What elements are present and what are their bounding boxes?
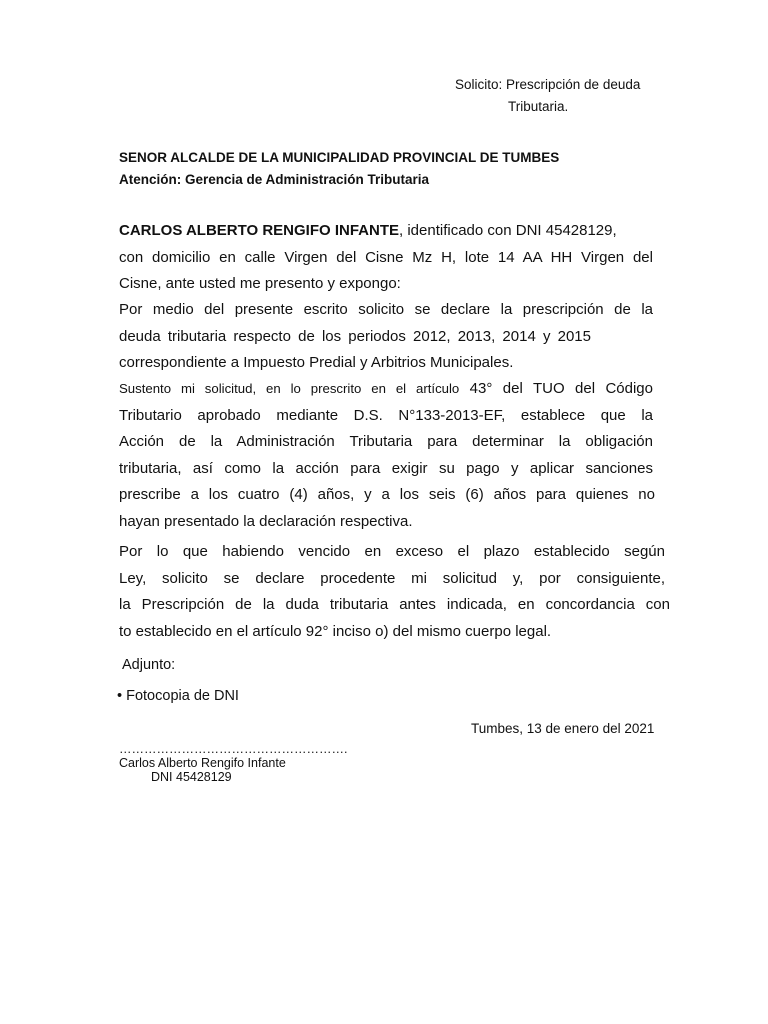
signature-line: ………………………………………………. bbox=[119, 742, 348, 756]
conclusion-line-3: la Prescripción de la duda tributaria antes indicada, en concordancia con bbox=[119, 596, 670, 613]
basis-line-1-start: Sustento mi solicitud, en lo prescrito en el artículo bbox=[119, 381, 460, 396]
addressee-title: SENOR ALCALDE DE LA MUNICIPALIDAD PROVINCIAL DE TUMBES bbox=[119, 150, 560, 165]
subject-block bbox=[455, 74, 640, 118]
attachment-item-label: Fotocopia de DNI bbox=[126, 688, 239, 704]
request-line-1: Por medio del presente escrito solicito se declare la prescripción de la bbox=[119, 301, 653, 318]
conclusion-line-2: Ley, solicito se declare procedente mi solicitud y, por consiguiente, bbox=[119, 569, 665, 587]
intro-paragraph bbox=[119, 218, 653, 298]
attachments-label: Adjunto: bbox=[122, 657, 176, 673]
basis-paragraph bbox=[119, 376, 655, 535]
conclusion-line-4: to establecido en el artículo 92° inciso o) del mismo cuerpo legal. bbox=[119, 622, 552, 640]
signer-dni: DNI 45428129 bbox=[151, 770, 232, 784]
bullet-icon: • bbox=[117, 688, 123, 704]
addressee-block bbox=[119, 147, 559, 191]
subject-line-2: Tributaria. bbox=[508, 99, 569, 114]
basis-line-4: tributaria, así como la acción para exigir su pago y aplicar sanciones bbox=[119, 459, 653, 477]
conclusion-paragraph bbox=[119, 539, 670, 645]
request-paragraph bbox=[119, 297, 653, 377]
basis-line-1-rest: 43° del TUO del Código bbox=[459, 380, 653, 397]
basis-line-3: Acción de la Administración Tributaria para determinar la obligación bbox=[119, 433, 653, 450]
basis-line-5: prescribe a los cuatro (4) años, y a los seis (6) años para quienes no bbox=[119, 486, 655, 503]
request-line-3: correspondiente a Impuesto Predial y Arbitrios Municipales. bbox=[119, 354, 514, 371]
signer-name: Carlos Alberto Rengifo Infante bbox=[119, 756, 286, 770]
intro-line-2: con domicilio en calle Virgen del Cisne Mz H, lote 14 AA HH Virgen del bbox=[119, 248, 653, 266]
basis-line-2: Tributario aprobado mediante D.S. N°133-2013-EF, establece que la bbox=[119, 406, 653, 424]
applicant-name: CARLOS ALBERTO RENGIFO INFANTE bbox=[119, 222, 400, 239]
conclusion-line-1: Por lo que habiendo vencido en exceso el plazo establecido según bbox=[119, 543, 665, 560]
intro-line-1-rest: , identificado con DNI 45428129, bbox=[399, 222, 617, 239]
attachment-item bbox=[117, 688, 239, 704]
intro-line-1 bbox=[119, 218, 653, 245]
basis-line-6: hayan presentado la declaración respectiva. bbox=[119, 512, 413, 530]
basis-line-1 bbox=[119, 376, 653, 403]
intro-line-3: Cisne, ante usted me presento y expongo: bbox=[119, 275, 401, 292]
subject-line-1: Solicito: Prescripción de deuda bbox=[455, 77, 641, 92]
addressee-attention: Atención: Gerencia de Administración Tributaria bbox=[119, 172, 430, 187]
signature-block bbox=[119, 742, 347, 784]
document-date: Tumbes, 13 de enero del 2021 bbox=[471, 721, 655, 736]
request-line-2: deuda tributaria respecto de los periodos 2012, 2013, 2014 y 2015 bbox=[119, 327, 591, 345]
